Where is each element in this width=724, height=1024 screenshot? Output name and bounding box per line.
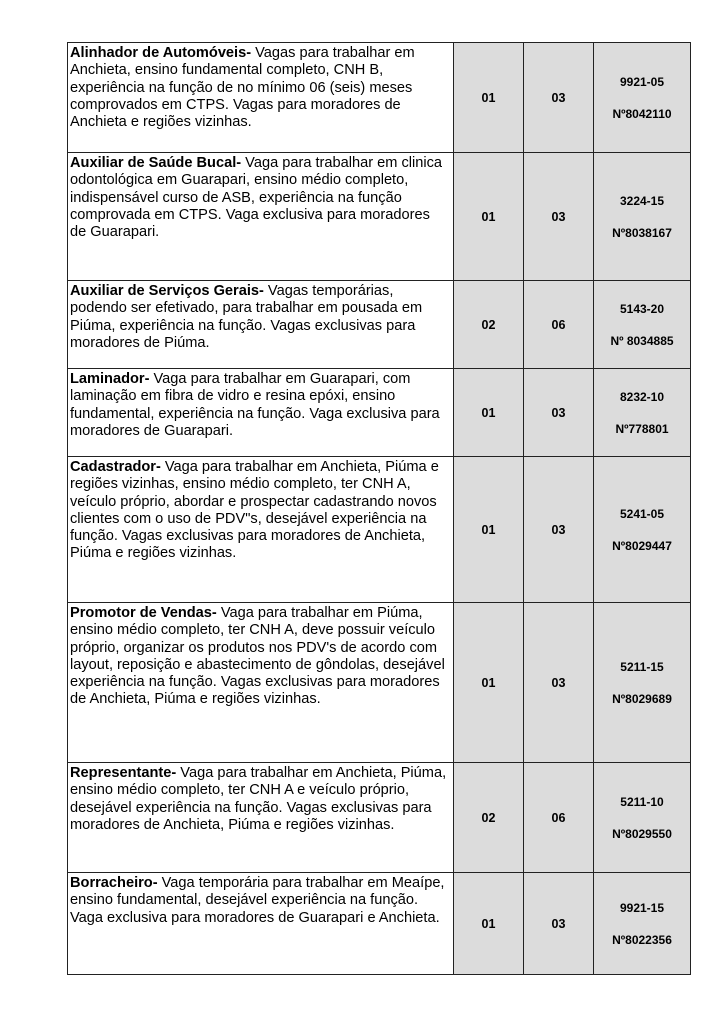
job-reference-number: Nº8029550 [612, 826, 672, 841]
job-title: Cadastrador- [70, 459, 161, 475]
job-description: Vagas para trabalhar em Anchieta, ensino fundamental completo, CNH B, experiência na função de no mínimo 06 (seis) meses comprovados em CTPS. Vagas para moradores de Anchieta e regiões vizinhas. [70, 45, 415, 131]
job-title: Auxiliar de Saúde Bucal- [70, 155, 242, 171]
job-title: Alinhador de Automóveis- [70, 45, 252, 61]
vacancies-count: 01 [454, 369, 524, 457]
table-row [68, 603, 691, 763]
job-reference-number: Nº778801 [615, 421, 669, 436]
job-description: Vaga para trabalhar em Anchieta, Piúma, ensino médio completo, ter CNH A e veículo próprio, desejável experiência na função. Vagas exclusivas para moradores de Anchieta, Piúma e regiões vizinhas. [70, 765, 447, 833]
cbo-code: 5211-10 [620, 794, 664, 809]
job-reference-number: Nº8022356 [612, 932, 672, 947]
job-description: Vaga para trabalhar em Guarapari, com laminação em fibra de vidro e resina epóxi, ensino fundamental, experiência na função. Vaga exclusiva para moradores de Guarapari. [70, 371, 440, 439]
referrals-count: 03 [524, 153, 594, 281]
job-description-cell [68, 43, 454, 153]
cbo-code: 9921-15 [619, 900, 665, 915]
table-row [68, 457, 691, 603]
cbo-code: 5143-20 [619, 301, 665, 316]
job-code-cell [594, 763, 691, 873]
job-code-cell [594, 43, 691, 153]
job-code-cell [594, 153, 691, 281]
job-description-cell [68, 369, 454, 457]
job-description-cell [68, 281, 454, 369]
table-row [68, 153, 691, 281]
job-reference-number: Nº8038167 [612, 225, 672, 240]
job-title: Auxiliar de Serviços Gerais- [70, 283, 264, 299]
job-reference-number: Nº8042110 [612, 106, 672, 121]
vacancies-count: 01 [454, 603, 524, 763]
table-row [68, 763, 691, 873]
job-description-cell [68, 763, 454, 873]
table-row [68, 43, 691, 153]
job-description: Vagas temporárias, podendo ser efetivado, para trabalhar em pousada em Piúma, experiência na função. Vagas exclusivas para moradores de Piúma. [70, 283, 423, 351]
table-row [68, 873, 691, 975]
vacancies-count: 01 [454, 457, 524, 603]
referrals-count: 03 [524, 369, 594, 457]
job-description-cell [68, 873, 454, 975]
job-reference-number: Nº8029689 [612, 691, 672, 706]
vacancies-count: 02 [454, 763, 524, 873]
referrals-count: 03 [524, 873, 594, 975]
cbo-code: 5211-15 [620, 659, 664, 674]
referrals-count: 06 [524, 281, 594, 369]
table-row [68, 369, 691, 457]
job-description: Vaga temporária para trabalhar em Meaípe, ensino fundamental, desejável experiência na função. Vaga exclusiva para moradores de Guarapari e Anchieta. [70, 875, 445, 926]
job-code-cell [594, 369, 691, 457]
job-reference-number: Nº 8034885 [610, 333, 674, 348]
cbo-code: 5241-05 [619, 506, 665, 521]
job-listings-table [67, 42, 691, 975]
vacancies-count: 01 [454, 43, 524, 153]
table-row [68, 281, 691, 369]
job-code-cell [594, 281, 691, 369]
job-description: Vaga para trabalhar em Anchieta, Piúma e regiões vizinhas, ensino médio completo, ter CNH A, veículo próprio, abordar e prospectar cadastrando novos clientes com o uso de PDV"s, desejável experiência na função. Vagas exclusivas para moradores de Anchieta, Piúma e regiões vizinhas. [70, 459, 439, 562]
referrals-count: 03 [524, 43, 594, 153]
job-code-cell [594, 603, 691, 763]
vacancies-count: 02 [454, 281, 524, 369]
job-title: Laminador- [70, 371, 150, 387]
job-description: Vaga para trabalhar em Piúma, ensino médio completo, ter CNH A, deve possuir veículo próprio, organizar os produtos nos PDV's de acordo com layout, reposição e abastecimento de gôndolas, desejável experiência na função. Vagas exclusivas para moradores de Anchieta, Piúma e regiões vizinhas. [70, 605, 445, 708]
job-title: Borracheiro- [70, 875, 158, 891]
job-description-cell [68, 153, 454, 281]
referrals-count: 06 [524, 763, 594, 873]
job-reference-number: Nº8029447 [612, 538, 672, 553]
referrals-count: 03 [524, 603, 594, 763]
vacancies-count: 01 [454, 153, 524, 281]
job-description-cell [68, 457, 454, 603]
cbo-code: 9921-05 [619, 74, 665, 89]
referrals-count: 03 [524, 457, 594, 603]
cbo-code: 3224-15 [619, 193, 665, 208]
job-title: Representante- [70, 765, 177, 781]
job-code-cell [594, 873, 691, 975]
job-description-cell [68, 603, 454, 763]
job-code-cell [594, 457, 691, 603]
job-description: Vaga para trabalhar em clinica odontológica em Guarapari, ensino médio completo, indispensável curso de ASB, experiência na função comprovada em CTPS. Vaga exclusiva para moradores de Guarapari. [70, 155, 443, 241]
vacancies-count: 01 [454, 873, 524, 975]
cbo-code: 8232-10 [619, 389, 665, 404]
job-title: Promotor de Vendas- [70, 605, 217, 621]
